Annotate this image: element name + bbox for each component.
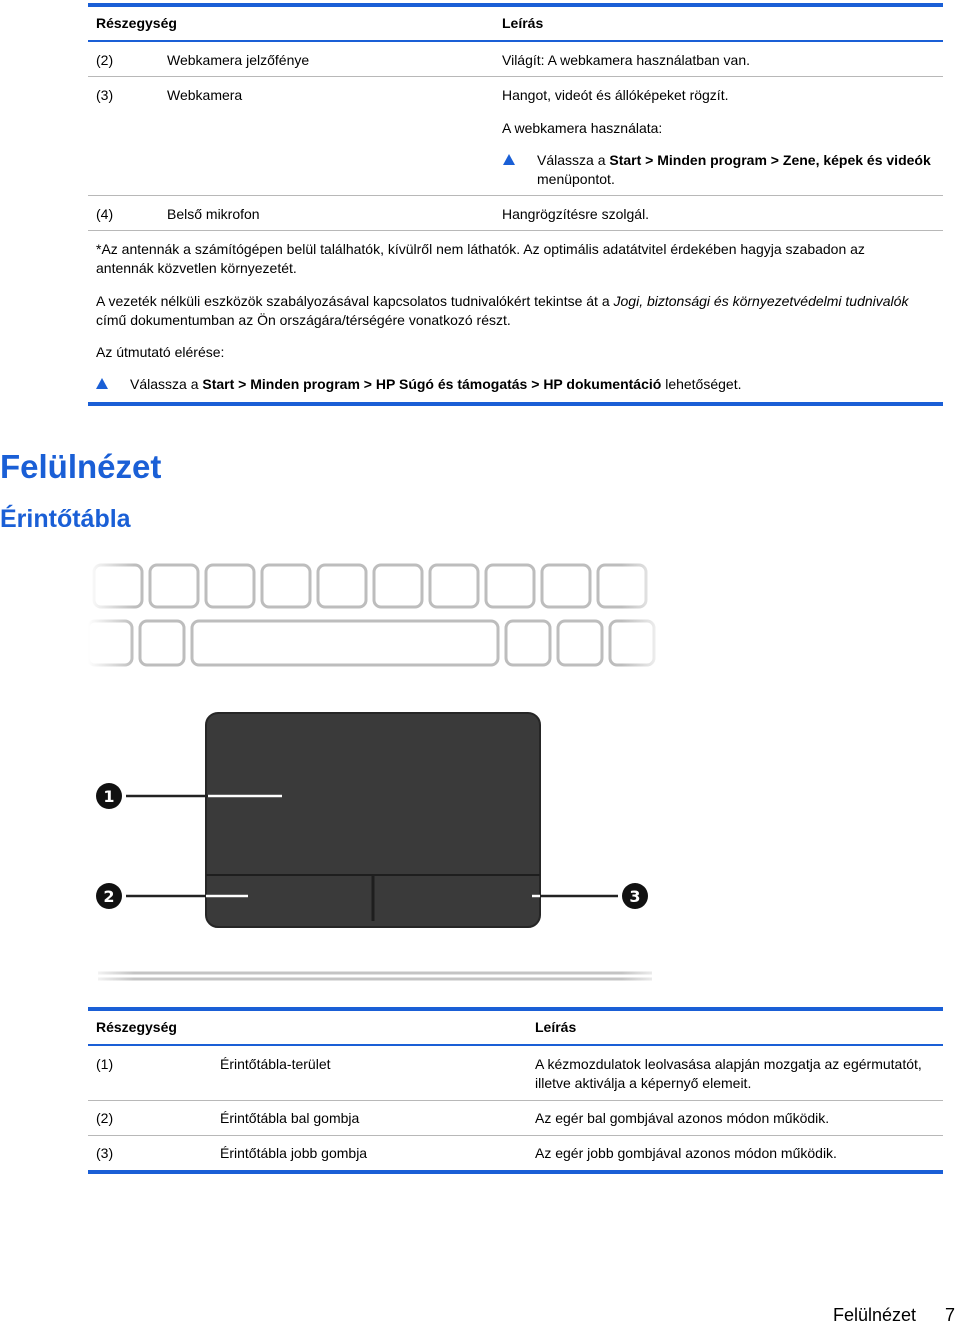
row-desc-2: A webkamera használata: xyxy=(502,120,663,136)
footer-section: Felülnézet xyxy=(833,1305,917,1325)
row-num: (2) xyxy=(96,52,114,68)
row-num: (4) xyxy=(96,206,114,222)
antenna-note-1: *Az antennák a számítógépen belül találhatók, kívülről nem láthatók. Az optimális adatátvitel érdekében hagyja szabadon az xyxy=(96,241,865,257)
wireless-para-1: A vezeték nélküli eszközök szabályozásával kapcsolatos tudnivalókért tekintse át a Jogi, biztonsági és környezetvédelmi tudnivalók xyxy=(96,293,909,309)
bullet-triangle-icon xyxy=(503,154,515,165)
antenna-note-2: antennák közvetlen környezetét. xyxy=(96,260,297,276)
table-header-rule xyxy=(88,1044,943,1046)
table-header-desc: Leírás xyxy=(502,15,544,31)
table-bottom-rule xyxy=(88,402,943,406)
row-desc-2: illetve aktiválja a képernyő elemeit. xyxy=(535,1075,752,1091)
row-desc: Az egér jobb gombjával azonos módon működik. xyxy=(535,1145,837,1161)
row-num: (1) xyxy=(96,1056,114,1072)
callout-number: 3 xyxy=(629,887,641,906)
callout-number: 2 xyxy=(103,887,115,906)
page-number: 7 xyxy=(945,1305,956,1325)
table-header-part: Részegység xyxy=(96,1019,177,1035)
row-desc: Hangot, videót és állóképeket rögzít. xyxy=(502,87,729,103)
touchpad xyxy=(206,713,540,927)
row-name: Érintőtábla-terület xyxy=(220,1056,331,1072)
bullet-triangle-icon xyxy=(96,378,108,389)
row-divider xyxy=(88,230,943,231)
guide-label: Az útmutató elérése: xyxy=(96,344,225,360)
touchpad-illustration xyxy=(88,555,668,995)
row-desc: Hangrögzítésre szolgál. xyxy=(502,206,650,222)
subsection-title: Érintőtábla xyxy=(0,505,131,533)
row-desc: Világít: A webkamera használatban van. xyxy=(502,52,751,68)
row-divider xyxy=(88,76,943,77)
row-divider xyxy=(88,195,943,196)
row-divider xyxy=(88,1135,943,1136)
callout-number: 1 xyxy=(103,787,115,806)
row-num: (3) xyxy=(96,87,114,103)
row-num: (3) xyxy=(96,1145,114,1161)
row-name: Webkamera jelzőfénye xyxy=(167,52,310,68)
row-name: Webkamera xyxy=(167,87,243,103)
table-bottom-rule xyxy=(88,1170,943,1174)
row-name: Belső mikrofon xyxy=(167,206,260,222)
row-divider xyxy=(88,1100,943,1101)
section-title: Felülnézet xyxy=(0,448,162,485)
callout-2 xyxy=(96,883,122,909)
row-name: Érintőtábla jobb gombja xyxy=(220,1145,368,1161)
callout-1 xyxy=(96,783,122,809)
table-top-rule xyxy=(88,1007,943,1011)
table-header-part: Részegység xyxy=(96,15,177,31)
table-header-rule xyxy=(88,40,943,42)
webcam-step: Válassza a Start > Minden program > Zene, képek és videók xyxy=(537,152,931,168)
row-num: (2) xyxy=(96,1110,114,1126)
table-top-rule xyxy=(88,3,943,7)
row-desc: Az egér bal gombjával azonos módon működik. xyxy=(535,1110,830,1126)
callout-3 xyxy=(622,883,648,909)
guide-step: Válassza a Start > Minden program > HP Súgó és támogatás > HP dokumentáció lehetőséget. xyxy=(130,376,742,392)
wireless-para-2: című dokumentumban az Ön országára/térségére vonatkozó részt. xyxy=(96,312,511,328)
row-desc: A kézmozdulatok leolvasása alapján mozgatja az egérmutatót, xyxy=(535,1056,922,1072)
webcam-step-2: menüpontot. xyxy=(537,171,615,187)
row-name: Érintőtábla bal gombja xyxy=(220,1110,360,1126)
table-header-desc: Leírás xyxy=(535,1019,577,1035)
